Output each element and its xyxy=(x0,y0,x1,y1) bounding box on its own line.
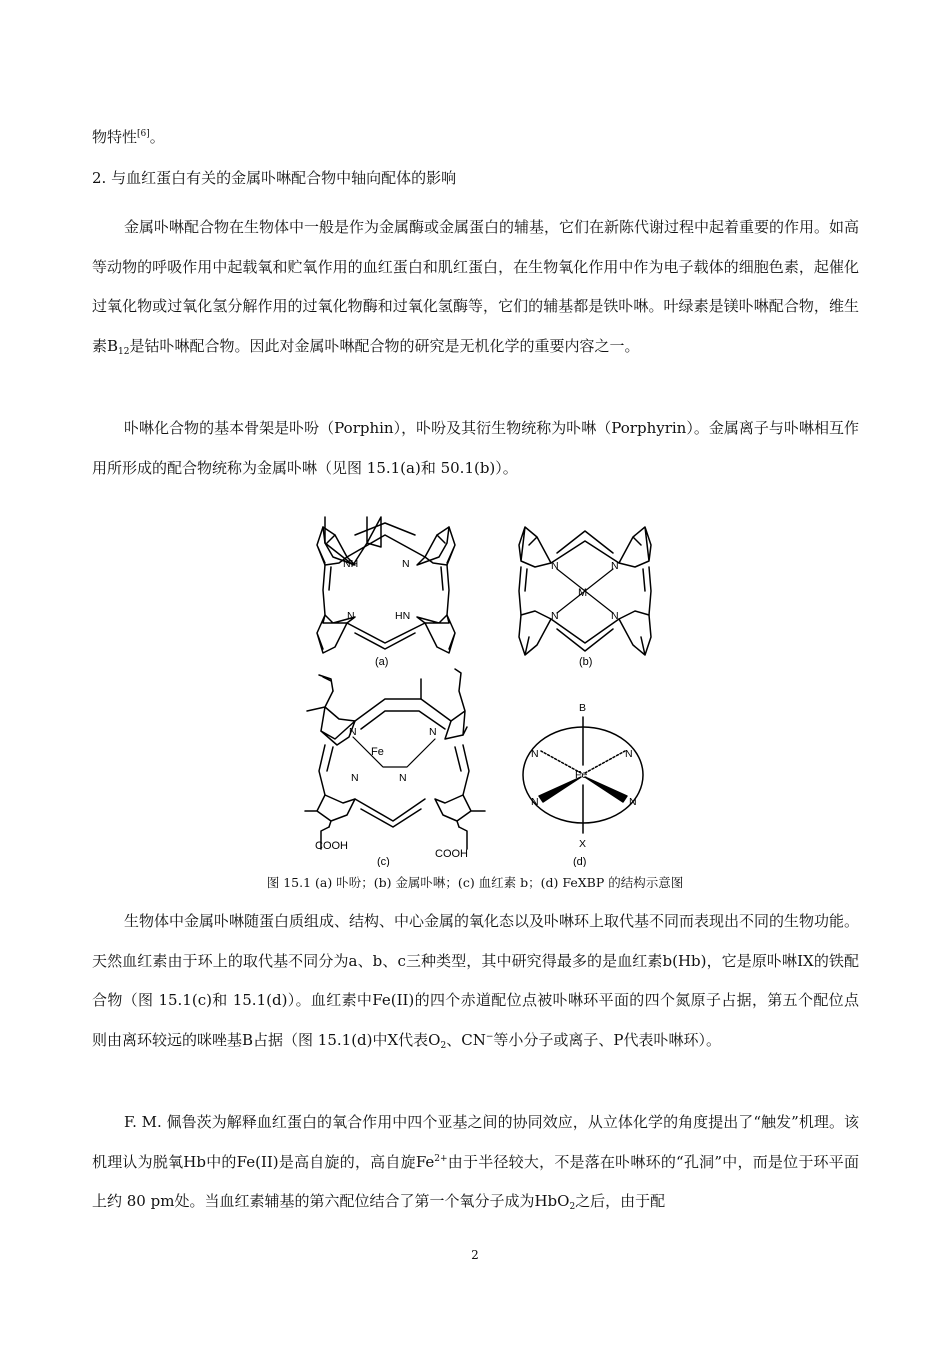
atom-n-b4: N xyxy=(611,610,619,622)
label-b: (b) xyxy=(579,656,593,668)
section-heading: 2. 与血红蛋白有关的金属卟啉配合物中轴向配体的影响 xyxy=(92,169,457,187)
intro-tail-text: 物特性 xyxy=(92,128,138,146)
p4-subscript: 2 xyxy=(569,1202,576,1212)
atom-nh: NH xyxy=(343,558,359,570)
p3-text-b: 、CN xyxy=(446,1030,486,1049)
p1-text-a: 金属卟啉配合物在生物体中一般是作为金属酶或金属蛋白的辅基，它们在新陈代谢过程中起着重要的作用。如高等动物的呼吸作用中起载氧和贮氧作用的血红蛋白和肌红蛋白，在生物氧化作用中作为电子载体的细胞色素，起催化过氧化物或过氧化氢分解作用的过氧化物酶和过氧化氢酶等，它们的辅基都是铁卟啉。叶绿素是镁卟啉配合物，维生素B xyxy=(92,218,860,355)
atom-n-a2: N xyxy=(347,610,355,622)
p3-text-a: 生物体中金属卟啉随蛋白质组成、结构、中心金属的氧化态以及卟啉环上取代基不同而表现出不同的生物功能。天然血红素由于环上的取代基不同分为a、b、c三种类型，其中研究得最多的是血红素b(Hb)，它是原卟啉IX的铁配合物（图 15.1(c)和 15.1(d)）。血红素中Fe(II)的四个赤道配位点被卟啉环平面的四个氮原子占据，第五个配位点则由离环较远的咪唑基B占据（图 15.1(d)中X代表O xyxy=(92,912,860,1049)
citation-ref: [6] xyxy=(137,129,150,139)
atom-fe-c: Fe xyxy=(371,746,384,758)
atom-n-c2: N xyxy=(429,726,437,738)
atom-n-d1: N xyxy=(531,748,539,760)
atom-n-d2: N xyxy=(625,748,633,760)
atom-cooh-1: COOH xyxy=(315,840,348,852)
p3-superscript: − xyxy=(485,1031,494,1042)
p4-text-c: 之后，由于配 xyxy=(575,1192,666,1210)
p3-subscript: 2 xyxy=(440,1040,447,1051)
figure-15-1 xyxy=(295,515,655,867)
p3-text-c: 等小分子或离子、P代表卟啉环）。 xyxy=(493,1030,721,1049)
atom-n-c4: N xyxy=(399,772,407,784)
atom-n-d3: N xyxy=(531,796,539,808)
label-a: (a) xyxy=(375,656,389,668)
intro-tail xyxy=(92,122,859,152)
paragraph-4 xyxy=(92,1103,859,1222)
p1-text-b: 是钴卟啉配合物。因此对金属卟啉配合物的研究是无机化学的重要内容之一。 xyxy=(129,336,640,355)
figure-caption: 图 15.1 (a) 卟吩；(b) 金属卟啉；(c) 血红素 b；(d) FeXBP 的结构示意图 xyxy=(266,875,684,890)
atom-n-a1: N xyxy=(402,558,410,570)
atom-n-b1: N xyxy=(551,560,559,572)
p4-text-a: F. M. 佩鲁茨为解释血红蛋白的氧合作用中四个亚基之间的协同效应，从立体化学的角度提出了“触发”机理。该机理认为脱氧Hb中的Fe(II)是高自旋的，高自旋Fe xyxy=(92,1113,859,1171)
atom-n-b2: N xyxy=(611,560,619,572)
p1-subscript: 12 xyxy=(118,346,130,357)
p4-text-b: 由于半径较大，不是落在卟啉环的“孔洞”中，而是位于环平面上约 80 pm处。当血红素辅基的第六配位结合了第一个氧分子成为HbO xyxy=(92,1152,859,1210)
atom-fe-d: Fe xyxy=(575,769,588,781)
page-number: 2 xyxy=(471,1248,479,1262)
atom-n-c3: N xyxy=(351,772,359,784)
p4-superscript: 2+ xyxy=(434,1153,448,1164)
atom-n-c1: N xyxy=(349,726,357,738)
structure-a-porphin xyxy=(317,517,455,653)
atom-n-b3: N xyxy=(551,610,559,622)
paragraph-1 xyxy=(92,208,859,366)
paragraph-3 xyxy=(92,902,859,1060)
paragraph-2: 卟啉化合物的基本骨架是卟吩（Porphin），卟吩及其衍生物统称为卟啉（Porphyrin）。金属离子与卟啉相互作用所形成的配合物统称为金属卟啉（见图 15.1(a)和 50.1(b)）。 xyxy=(92,419,859,477)
atom-b: B xyxy=(579,702,587,714)
label-c: (c) xyxy=(377,856,390,867)
atom-x: X xyxy=(579,838,587,850)
atom-n-d4: N xyxy=(629,796,637,808)
atom-m: M xyxy=(578,587,588,599)
structure-c-heme-b xyxy=(305,669,485,849)
intro-tail-end: 。 xyxy=(149,128,165,146)
atom-hn: HN xyxy=(395,610,411,622)
atom-cooh-2: COOH xyxy=(435,848,468,860)
label-d: (d) xyxy=(573,856,587,867)
